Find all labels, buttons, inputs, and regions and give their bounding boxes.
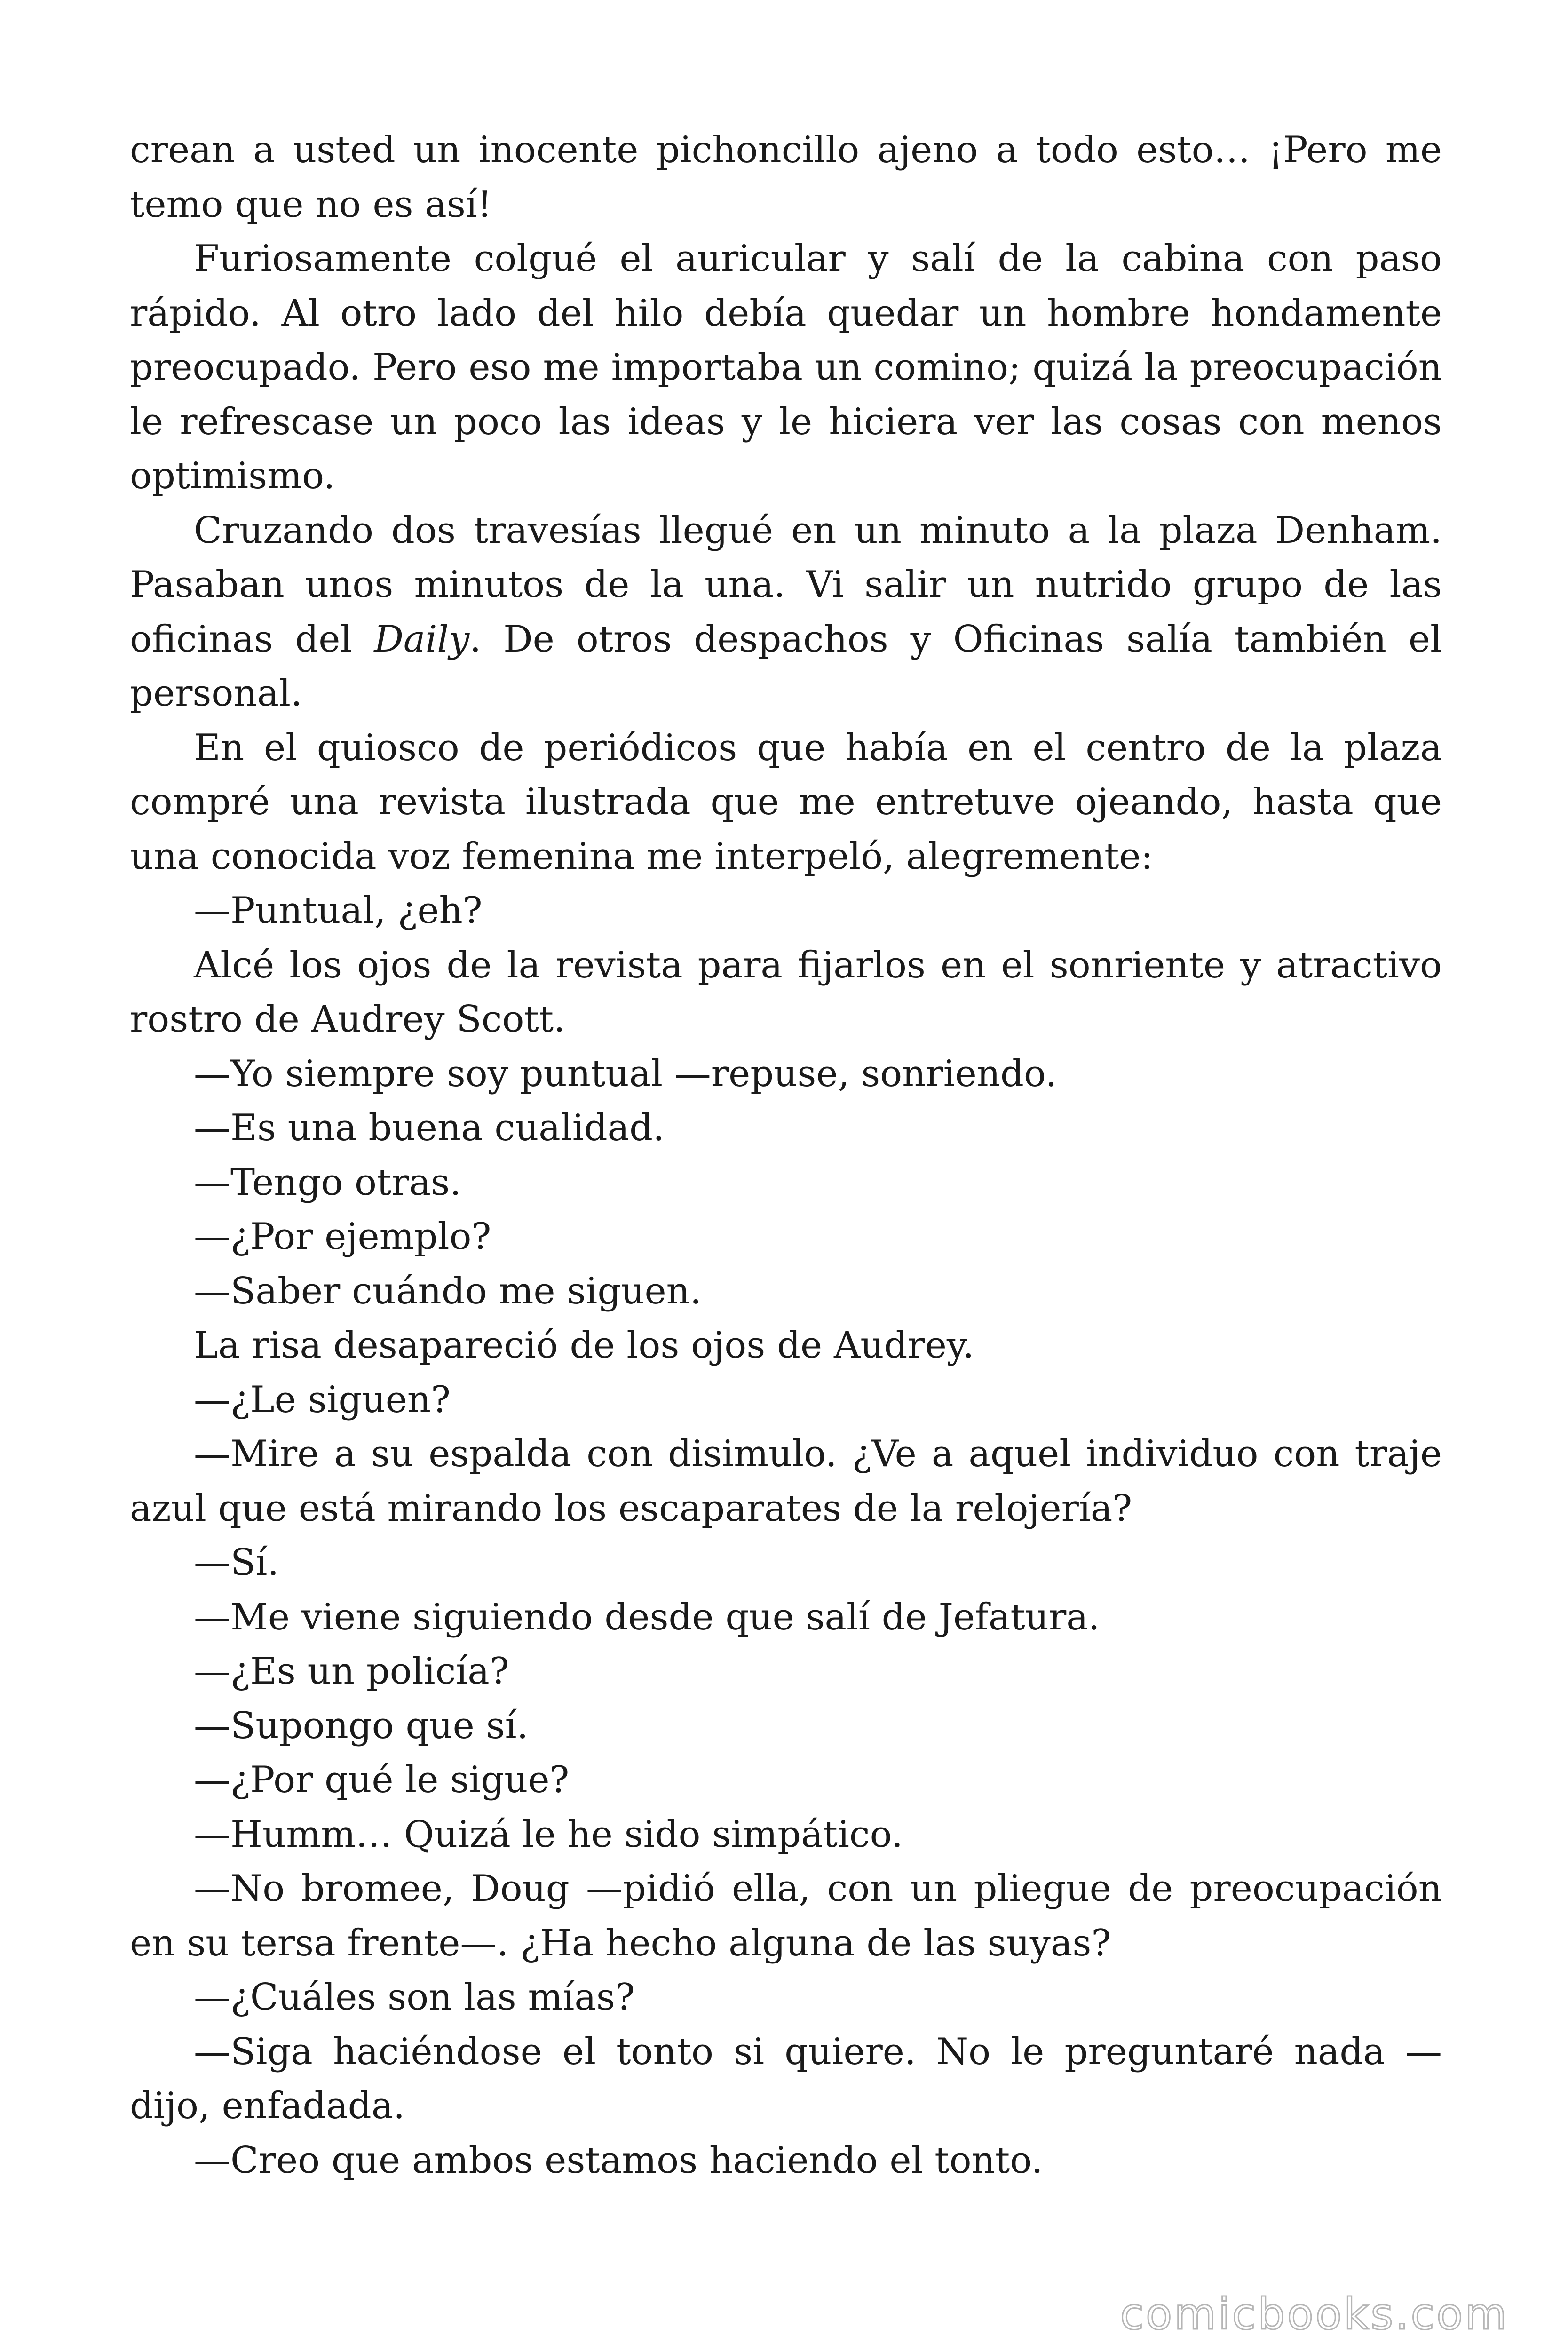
paragraph <box>130 1264 1442 1319</box>
paragraph <box>130 2134 1442 2188</box>
paragraph <box>130 1536 1442 1590</box>
text-run: —Sí. <box>194 1542 279 1584</box>
page-text <box>130 123 1442 2188</box>
paragraph <box>130 232 1442 504</box>
text-run: La risa desapareció de los ojos de Audrey. <box>194 1324 974 1367</box>
text-run: —Humm… Quizá le he sido simpático. <box>194 1813 903 1856</box>
paragraph <box>130 938 1442 1047</box>
text-run: —¿Le siguen? <box>194 1378 451 1421</box>
paragraph <box>130 1047 1442 1102</box>
text-run: —¿Es un policía? <box>194 1650 509 1692</box>
watermark: comicbooks.com <box>1120 2289 1509 2339</box>
italic-text: Daily <box>374 618 470 660</box>
text-run: —Mire a su espalda con disimulo. ¿Ve a aquel individuo con traje azul que está mirando los escaparates de la relojería? <box>130 1433 1442 1530</box>
text-run: —Tengo otras. <box>194 1161 461 1204</box>
paragraph <box>130 504 1442 721</box>
text-run: —Supongo que sí. <box>194 1704 529 1747</box>
paragraph <box>130 1210 1442 1264</box>
text-run: . De otros despachos y Oficinas salía también el personal. <box>130 618 1442 715</box>
text-run: Furiosamente colgué el auricular y salí de la cabina con paso rápido. Al otro lado del hilo debía quedar un hombre hondamente preocupado. Pero eso me importaba un comino; quizá la preocupación le refrescase un poco las ideas y le hiciera ver las cosas con menos optimismo. <box>130 238 1442 497</box>
text-run: Cruzando dos travesías llegué en un minuto a la plaza Denham. Pasaban unos minutos de la una. Vi salir un nutrido grupo de las oficinas del <box>130 509 1442 660</box>
text-run: crean a usted un inocente pichoncillo ajeno a todo esto… ¡Pero me temo que no es así! <box>130 129 1442 226</box>
paragraph <box>130 884 1442 938</box>
text-run: —¿Cuáles son las mías? <box>194 1976 635 2018</box>
text-run: En el quiosco de periódicos que había en el centro de la plaza compré una revista ilustrada que me entretuve ojeando, hasta que una conocida voz femenina me interpeló, alegremente: <box>130 726 1442 878</box>
text-run: —Creo que ambos estamos haciendo el tonto. <box>194 2139 1043 2182</box>
paragraph <box>130 1862 1442 1971</box>
text-run: —Yo siempre soy puntual —repuse, sonriendo. <box>194 1052 1057 1095</box>
paragraph <box>130 1590 1442 1645</box>
paragraph <box>130 1427 1442 1536</box>
paragraph <box>130 1753 1442 1808</box>
text-run: —¿Por qué le sigue? <box>194 1759 570 1801</box>
text-run: —Es una buena cualidad. <box>194 1107 665 1149</box>
text-run: —Puntual, ¿eh? <box>194 890 483 932</box>
paragraph <box>130 1808 1442 1862</box>
text-run: —Saber cuándo me siguen. <box>194 1270 702 1312</box>
paragraph <box>130 721 1442 884</box>
text-run: Alcé los ojos de la revista para fijarlos en el sonriente y atractivo rostro de Audrey Scott. <box>130 944 1442 1041</box>
paragraph <box>130 1156 1442 1210</box>
text-run: —¿Por ejemplo? <box>194 1216 491 1258</box>
text-run: —No bromee, Doug —pidió ella, con un pliegue de preocupación en su tersa frente—. ¿Ha hecho alguna de las suyas? <box>130 1867 1442 1964</box>
paragraph <box>130 1971 1442 2025</box>
paragraph <box>130 2025 1442 2134</box>
paragraph <box>130 1101 1442 1156</box>
paragraph <box>130 1699 1442 1754</box>
paragraph <box>130 1319 1442 1373</box>
paragraph <box>130 123 1442 232</box>
text-run: —Me viene siguiendo desde que salí de Jefatura. <box>194 1596 1100 1638</box>
paragraph <box>130 1645 1442 1699</box>
text-run: —Siga haciéndose el tonto si quiere. No le preguntaré nada — dijo, enfadada. <box>130 2030 1442 2127</box>
paragraph <box>130 1373 1442 1428</box>
